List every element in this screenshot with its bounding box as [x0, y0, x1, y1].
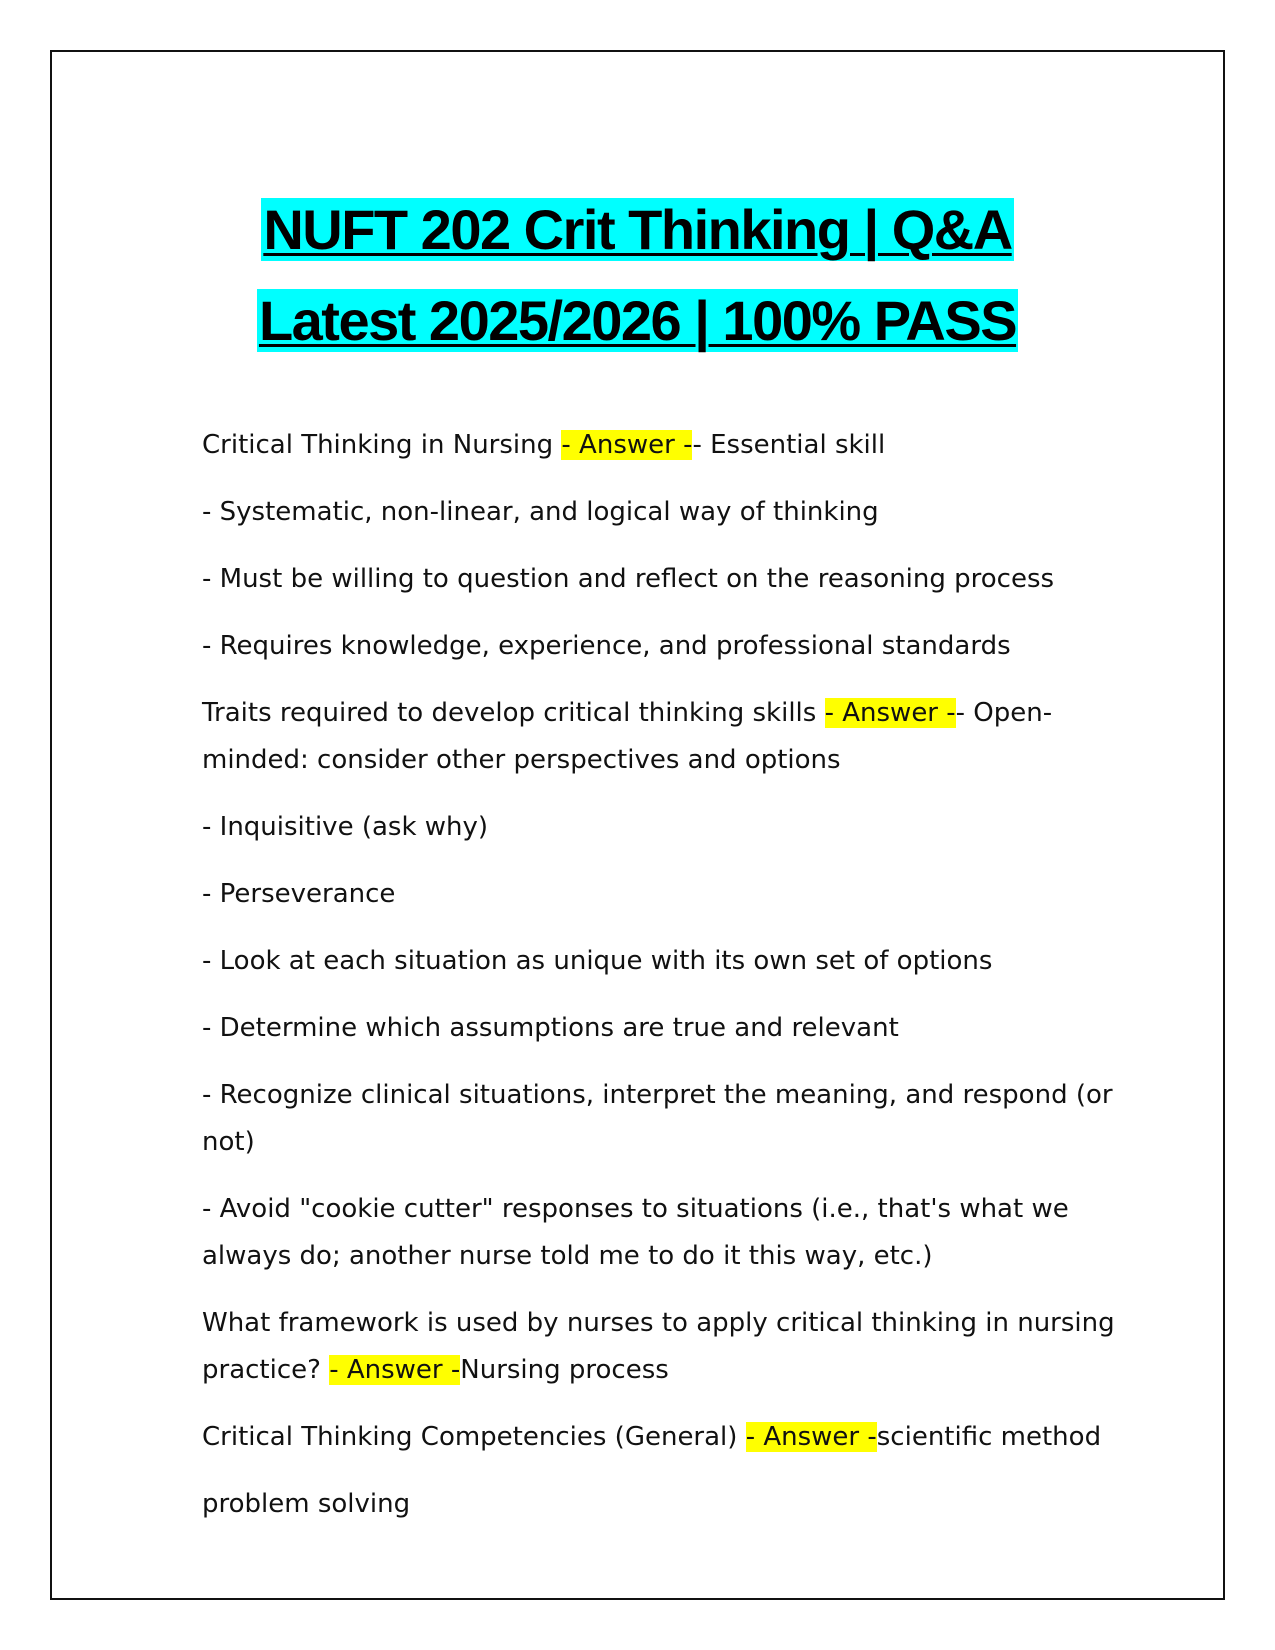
- qa-entry: [202, 1300, 1142, 1394]
- answer-line: - Inquisitive (ask why): [202, 812, 489, 842]
- qa-entry: [202, 1414, 1142, 1461]
- title-line-2: [52, 283, 1223, 374]
- answer-line: - Requires knowledge, experience, and professional standards: [202, 631, 1011, 661]
- qa-entry: [202, 690, 1142, 784]
- question-text: What framework is used by nurses to apply critical thinking in nursing practice?: [202, 1308, 1115, 1385]
- answer-text: Nursing process: [460, 1355, 669, 1385]
- answer-text: scientific method: [876, 1422, 1102, 1452]
- answer-line: - Determine which assumptions are true and relevant: [202, 1013, 899, 1043]
- title-text-line-2: Latest 2025/2026 | 100% PASS: [258, 289, 1017, 352]
- answer-line: - Perseverance: [202, 879, 396, 909]
- question-text: Critical Thinking Competencies (General): [202, 1422, 746, 1452]
- answer-text: - Essential skill: [692, 430, 886, 460]
- answer-marker: - Answer -: [745, 1422, 877, 1452]
- question-text: Traits required to develop critical thinking skills: [202, 698, 825, 728]
- answer-line: - Must be willing to question and reflect on the reasoning process: [202, 564, 1055, 594]
- page-border: [50, 50, 1225, 1600]
- answer-line: - Avoid "cookie cutter" responses to situations (i.e., that's what we always do; another nurse told me to do it this way, etc.): [202, 1194, 1069, 1271]
- answer-marker: - Answer -: [561, 430, 693, 460]
- answer-marker: - Answer -: [824, 698, 956, 728]
- question-text: Critical Thinking in Nursing: [202, 430, 562, 460]
- title-text-line-1: NUFT 202 Crit Thinking | Q&A: [263, 198, 1012, 261]
- document-title: [52, 192, 1223, 374]
- answer-line: - Look at each situation as unique with its own set of options: [202, 946, 993, 976]
- answer-text: - Open-minded: consider other perspectives and options: [202, 698, 1053, 775]
- answer-line: problem solving: [202, 1489, 411, 1519]
- answer-line: - Recognize clinical situations, interpret the meaning, and respond (or not): [202, 1080, 1113, 1157]
- answer-marker: - Answer -: [329, 1355, 461, 1385]
- title-line-1: [52, 192, 1223, 283]
- answer-line: - Systematic, non-linear, and logical way of thinking: [202, 497, 879, 527]
- qa-entry: [202, 422, 1142, 469]
- qa-content: [202, 422, 1142, 1548]
